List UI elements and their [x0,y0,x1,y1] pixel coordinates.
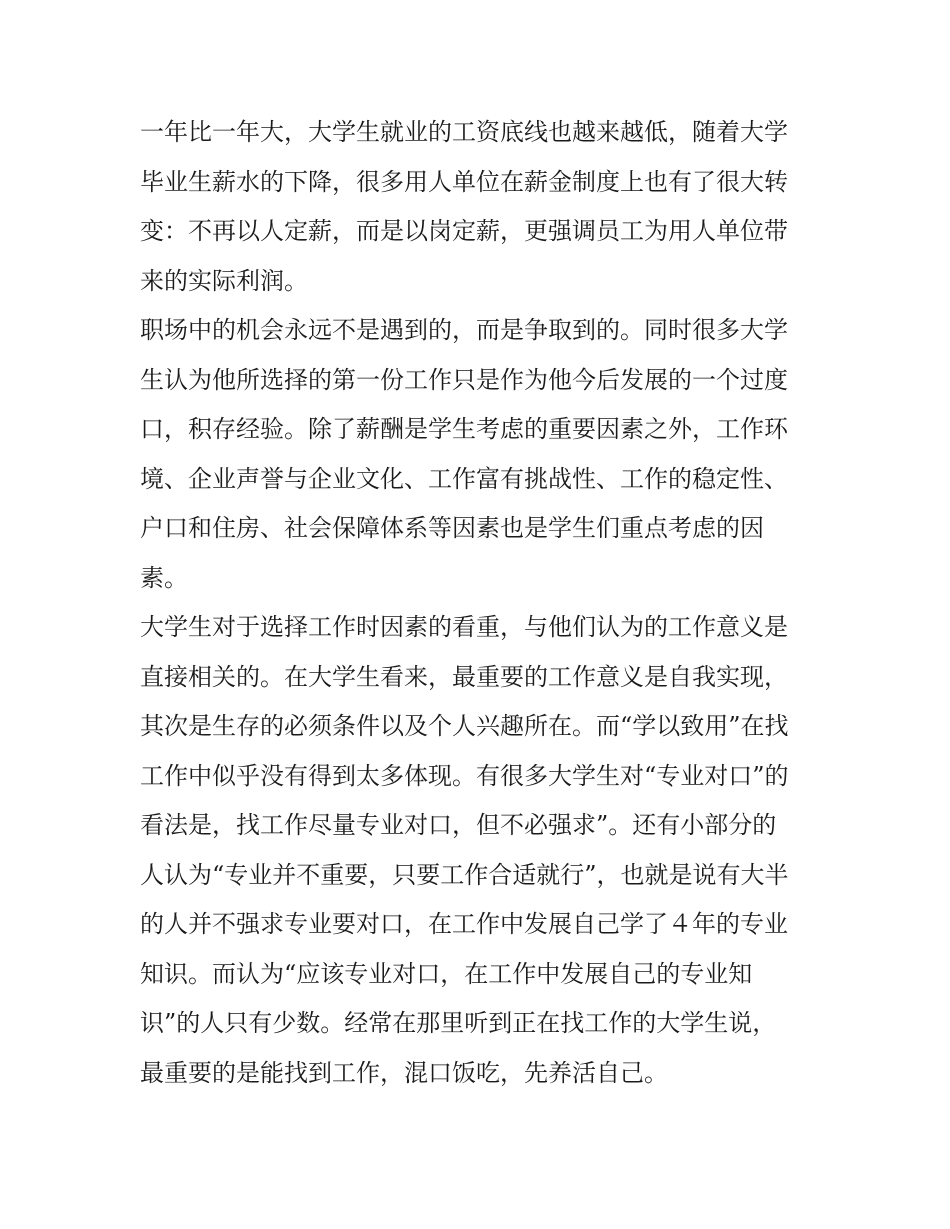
text-line: 素。 [140,563,188,592]
text-line: 其次是生存的必须条件以及个人兴趣所在。而“学以致用”在找 [140,712,789,740]
text-line: 识”的人只有少数。经常在那里听到正在找工作的大学生说， [140,1009,777,1037]
text-line: 最重要的是能找到工作，混口饭吃，先养活自己。 [140,1058,668,1087]
text-line: 直接相关的。在大学生看来，最重要的工作意义是自我实现， [140,662,788,691]
text-line: 工作中似乎没有得到太多体现。有很多大学生对“专业对口”的 [140,761,789,790]
text-line: 知识。而认为“应该专业对口，在工作中发展自己的专业知 [140,959,753,988]
paragraph-2 [140,306,812,603]
document-body [140,108,812,1098]
text-line: 境、企业声誉与企业文化、工作富有挑战性、工作的稳定性、 [140,464,788,493]
paragraph-3 [140,603,812,1098]
text-line: 生认为他所选择的第一份工作只是作为他今后发展的一个过度 [140,365,788,394]
text-line: 变：不再以人定薪，而是以岗定薪，更强调员工为用人单位带 [140,217,788,245]
text-line: 大学生对于选择工作时因素的看重，与他们认为的工作意义是 [140,613,788,641]
text-line: 职场中的机会永远不是遇到的，而是争取到的。同时很多大学 [140,316,788,344]
paragraph-1 [140,108,812,306]
text-line: 的人并不强求专业要对口，在工作中发展自己学了４年的专业 [140,910,788,938]
text-line: 口，积存经验。除了薪酬是学生考虑的重要因素之外，工作环 [140,415,788,443]
text-line: 一年比一年大，大学生就业的工资底线也越来越低，随着大学 [140,118,788,146]
text-line: 人认为“专业并不重要，只要工作合适就行”，也就是说有大半 [140,860,789,889]
text-line: 来的实际利润。 [140,266,308,295]
text-line: 毕业生薪水的下降，很多用人单位在薪金制度上也有了很大转 [140,167,788,196]
text-line: 户口和住房、社会保障体系等因素也是学生们重点考虑的因 [140,514,764,542]
text-line: 看法是，找工作尽量专业对口，但不必强求”。还有小部分的 [140,811,777,839]
